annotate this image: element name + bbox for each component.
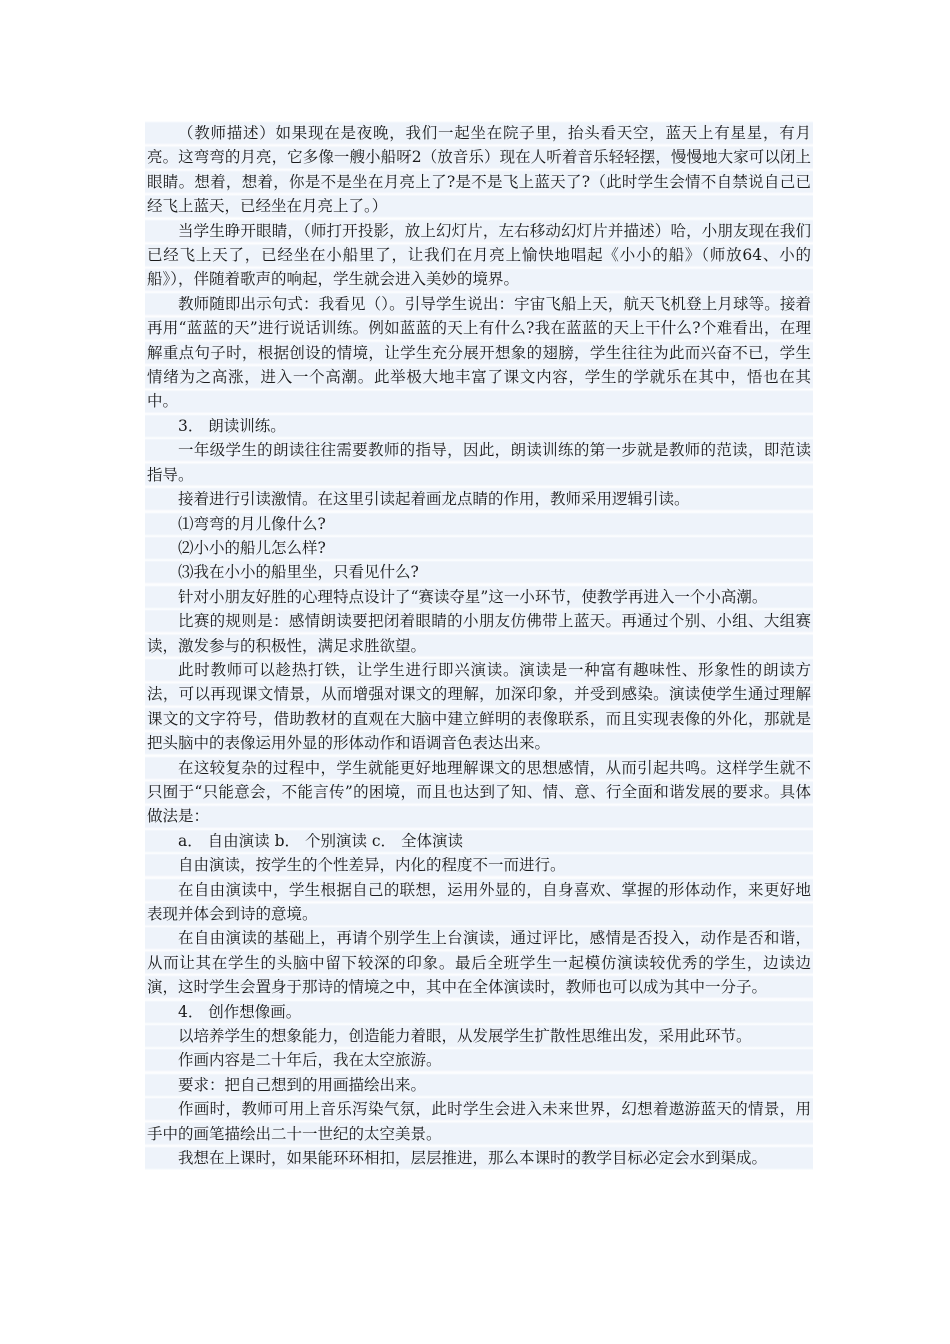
paragraph-individual-reading: 在自由演读的基础上，再请个别学生上台演读，通过评比，感情是否投入，动作是否和谐，从而让其在学生的头脑中留下较深的印象。最后全班学生一起模仿演读较优秀的学生，边读边演，这时学生会置身于那诗的情境之中，其中在全体演读时，教师也可以成为其中一分子。: [145, 926, 813, 999]
paragraph-drawing-music: 作画时，教师可用上音乐泻染气氛，此时学生会进入未来世界，幻想着遨游蓝天的情景，用手中的画笔描绘出二十一世纪的太空美景。: [145, 1097, 813, 1146]
paragraph-open-eyes: 当学生睁开眼睛，（师打开投影，放上幻灯片，左右移动幻灯片并描述）哈，小朋友现在我们已经飞上天了，已经坐在小船里了，让我们在月亮上愉快地唱起《小小的船》（师放64、小的船》），伴随着歌声的响起，学生就会进入美妙的境界。: [145, 219, 813, 292]
list-item-question-1: ⑴弯弯的月儿像什么?: [145, 512, 813, 536]
paragraph-complex-process: 在这较复杂的过程中，学生就能更好地理解课文的思想感情，从而引起共鸣。这样学生就不只囿于“只能意会，不能言传”的困境，而且也达到了知、情、意、行全面和谐发展的要求。具体做法是：: [145, 756, 813, 829]
paragraph-conclusion: 我想在上课时，如果能环环相扣，层层推进，那么本课时的教学目标必定会水到渠成。: [145, 1146, 813, 1170]
paragraph-free-reading: 自由演读，按学生的个性差异，内化的程度不一而进行。: [145, 853, 813, 877]
list-item-question-2: ⑵小小的船儿怎么样?: [145, 536, 813, 560]
paragraph-sentence-pattern: 教师随即出示句式：我看见（）。引导学生说出：宇宙飞船上天，航天飞机登上月球等。接着再用“蓝蓝的天”进行说话训练。例如蓝蓝的天上有什么?我在蓝蓝的天上干什么?个难看出，在理解重点句子时，根据创设的情境，让学生充分展开想象的翅膀，学生往往为此而兴奋不已，学生情绪为之高涨，进入一个高潮。此举极大地丰富了课文内容，学生的学就乐在其中，悟也在其中。: [145, 292, 813, 414]
section-heading-reading-training: 3． 朗读训练。: [145, 414, 813, 438]
paragraph-drawing-content: 作画内容是二十年后，我在太空旅游。: [145, 1048, 813, 1072]
paragraph-competition-rules: 比赛的规则是：感情朗读要把闭着眼睛的小朋友仿佛带上蓝天。再通过个别、小组、大组赛读，激发参与的积极性，满足求胜欲望。: [145, 609, 813, 658]
paragraph-performance-reading: 此时教师可以趁热打铁，让学生进行即兴演读。演读是一种富有趣味性、形象性的朗读方法，可以再现课文情景，从而增强对课文的理解，加深印象，并受到感染。演读使学生通过理解课文的文字符号，借助教材的直观在大脑中建立鲜明的表像联系，而且实现表像的外化，那就是把头脑中的表像运用外显的形体动作和语调音色表达出来。: [145, 658, 813, 756]
section-heading-imagination-drawing: 4． 创作想像画。: [145, 1000, 813, 1024]
paragraph-teacher-description: （教师描述）如果现在是夜晚，我们一起坐在院子里，抬头看天空，蓝天上有星星，有月亮。这弯弯的月亮，它多像一艘小船呀2（放音乐）现在人听着音乐轻轻摆，慢慢地大家可以闭上眼睛。想着，想着，你是不是坐在月亮上了?是不是飞上蓝天了?（此时学生会情不自禁说自己已经飞上蓝天，已经坐在月亮上了。）: [145, 121, 813, 219]
paragraph-competition-design: 针对小朋友好胜的心理特点设计了“赛读夺星”这一小环节，使教学再进入一个小高潮。: [145, 585, 813, 609]
document-body: [145, 121, 813, 1170]
paragraph-cultivate-imagination: 以培养学生的想象能力，创造能力着眼，从发展学生扩散性思维出发，采用此环节。: [145, 1024, 813, 1048]
paragraph-guided-reading: 接着进行引读激情。在这里引读起着画龙点睛的作用，教师采用逻辑引读。: [145, 487, 813, 511]
list-item-question-3: ⑶我在小小的船里坐，只看见什么?: [145, 560, 813, 584]
paragraph-free-reading-detail: 在自由演读中，学生根据自己的联想，运用外显的，自身喜欢、掌握的形体动作，来更好地表现并体会到诗的意境。: [145, 878, 813, 927]
paragraph-requirement: 要求：把自己想到的用画描绘出来。: [145, 1073, 813, 1097]
list-item-reading-types: a． 自由演读 b． 个别演读 c． 全体演读: [145, 829, 813, 853]
paragraph-model-reading: 一年级学生的朗读往往需要教师的指导，因此，朗读训练的第一步就是教师的范读，即范读指导。: [145, 438, 813, 487]
